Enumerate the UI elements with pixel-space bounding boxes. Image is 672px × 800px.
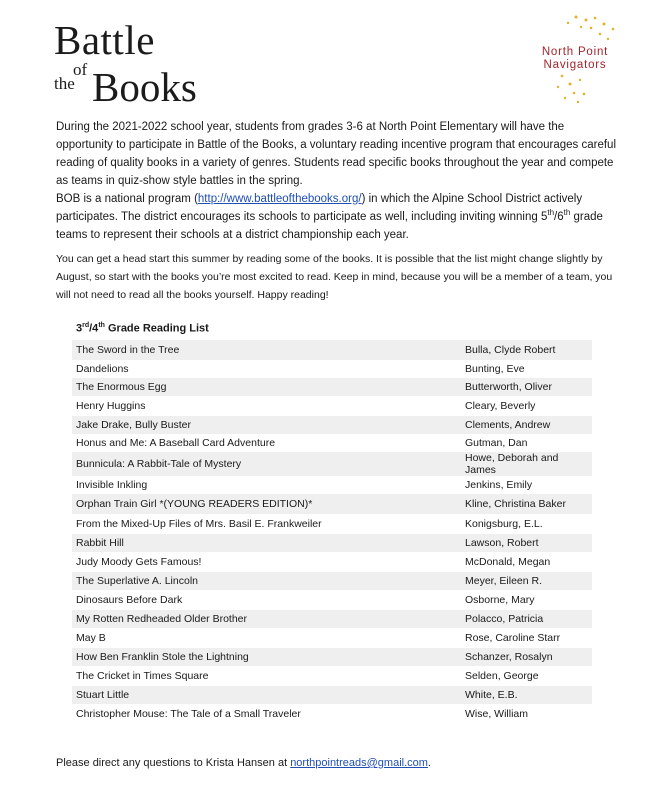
book-author: Howe, Deborah and James xyxy=(465,452,559,476)
intro-paragraph-3: You can get a head start this summer by reading some of the books. It is possible that the list might change slightly by August, so start with the books you’re most excited to read. Keep in mind, because you will be a member of a team, you will not need to read all the books yourself. Happy reading! xyxy=(56,253,613,301)
book-title: Stuart Little xyxy=(76,689,130,701)
logo-word-books: Books xyxy=(92,64,197,110)
intro-paragraph-1: During the 2021-2022 school year, students from grades 3-6 at North Point Elementary will have the opportunity to participate in Battle of the Books, a voluntary reading incentive program that encourages careful reading of quality books in a variety of genres. Students read specific books throughout the year and compete as teams in quiz-show style battles in the spring. xyxy=(56,121,616,187)
table-row xyxy=(72,378,592,396)
footer-text: Please direct any questions to Krista Hansen at xyxy=(56,757,291,769)
book-title: From the Mixed-Up Files of Mrs. Basil E. Frankweiler xyxy=(76,518,322,530)
title-sup-th: th xyxy=(98,322,105,329)
battle-of-the-books-logo xyxy=(54,17,204,110)
table-row xyxy=(72,572,592,590)
table-row xyxy=(72,396,592,416)
table-row xyxy=(72,552,592,572)
logo-line-north-point: North Point xyxy=(541,46,609,58)
book-author: Osborne, Mary xyxy=(465,594,535,606)
p2-sup-th-2: th xyxy=(563,208,571,218)
book-author: White, E.B. xyxy=(465,689,518,701)
contact-email-link[interactable]: northpointreads@gmail.com xyxy=(290,757,428,769)
book-title: Dinosaurs Before Dark xyxy=(76,594,183,606)
book-title: Honus and Me: A Baseball Card Adventure xyxy=(76,437,276,449)
table-row xyxy=(72,434,592,452)
book-title: Dandelions xyxy=(76,363,129,375)
table-row xyxy=(72,452,592,476)
book-author: Jenkins, Emily xyxy=(465,479,533,491)
table-row xyxy=(72,360,592,378)
book-title: Henry Huggins xyxy=(76,400,146,412)
book-title: The Cricket in Times Square xyxy=(76,670,209,682)
book-author: Selden, George xyxy=(465,670,539,682)
book-author: McDonald, Megan xyxy=(465,556,551,568)
book-author: Bulla, Clyde Robert xyxy=(465,344,556,356)
logo-word-the: the xyxy=(54,74,75,93)
title-sup-rd: rd xyxy=(82,322,90,329)
book-author: Clements, Andrew xyxy=(465,419,551,431)
title-rest: Grade Reading List xyxy=(104,322,209,335)
table-row xyxy=(72,534,592,552)
p2-sup-th-1: th xyxy=(547,208,555,218)
north-point-navigators-logo xyxy=(516,14,630,106)
book-author: Kline, Christina Baker xyxy=(465,498,566,510)
footer-end: . xyxy=(427,757,431,769)
logo-word-of: of xyxy=(73,60,88,79)
logo-line-navigators: Navigators xyxy=(543,59,607,71)
book-title: The Enormous Egg xyxy=(76,381,167,393)
book-author: Meyer, Eileen R. xyxy=(465,575,543,587)
table-row xyxy=(72,610,592,628)
intro-paragraph-2 xyxy=(56,190,622,244)
table-row xyxy=(72,416,592,434)
book-title: Bunnicula: A Rabbit-Tale of Mystery xyxy=(76,458,242,470)
table-row xyxy=(72,628,592,648)
book-title: Judy Moody Gets Famous! xyxy=(76,556,202,568)
table-row xyxy=(72,704,592,724)
table-row xyxy=(72,666,592,686)
book-title: Christopher Mouse: The Tale of a Small Traveler xyxy=(76,708,301,720)
book-title: The Sword in the Tree xyxy=(76,344,180,356)
book-author: Konigsburg, E.L. xyxy=(465,518,543,530)
table-row xyxy=(72,494,592,514)
book-title: Jake Drake, Bully Buster xyxy=(76,419,191,431)
book-author: Schanzer, Rosalyn xyxy=(465,651,553,663)
book-title: The Superlative A. Lincoln xyxy=(76,575,198,587)
table-row xyxy=(72,514,592,534)
book-author: Gutman, Dan xyxy=(465,437,528,449)
book-author: Rose, Caroline Starr xyxy=(465,632,561,644)
book-author: Butterworth, Oliver xyxy=(465,381,552,393)
book-author: Lawson, Robert xyxy=(465,537,539,549)
p2-text-after: ) in which the Alpine School District actively participates. The district encourages its schools to participate as well, including inviting winning 5 xyxy=(56,193,583,223)
book-author: Bunting, Eve xyxy=(465,363,525,375)
book-title: Rabbit Hill xyxy=(76,537,124,549)
p2-text-mid: /6 xyxy=(554,211,564,223)
table-row xyxy=(72,476,592,494)
contact-footer xyxy=(56,757,431,769)
title-sep: /4 xyxy=(89,322,99,335)
book-title: How Ben Franklin Stole the Lightning xyxy=(76,651,249,663)
book-author: Wise, William xyxy=(465,708,528,720)
p2-text-before: BOB is a national program ( xyxy=(56,193,198,205)
book-title: May B xyxy=(76,632,106,644)
book-title: Orphan Train Girl *(YOUNG READERS EDITION)* xyxy=(76,498,313,510)
book-author: Cleary, Beverly xyxy=(465,400,536,412)
table-row xyxy=(72,686,592,704)
title-num: 3 xyxy=(76,322,83,335)
reading-list-title xyxy=(76,322,209,335)
reading-list-table xyxy=(72,340,592,724)
table-row xyxy=(72,340,592,360)
book-title: Invisible Inkling xyxy=(76,479,148,491)
table-row xyxy=(72,648,592,666)
bob-website-link[interactable]: http://www.battleofthebooks.org/ xyxy=(197,193,362,205)
table-row xyxy=(72,590,592,610)
p2-text-end: grade teams to represent their schools at a district championship each year. xyxy=(56,211,603,241)
book-title: My Rotten Redheaded Older Brother xyxy=(76,613,248,625)
logo-word-battle: Battle xyxy=(54,17,155,63)
book-author: Polacco, Patricia xyxy=(465,613,544,625)
